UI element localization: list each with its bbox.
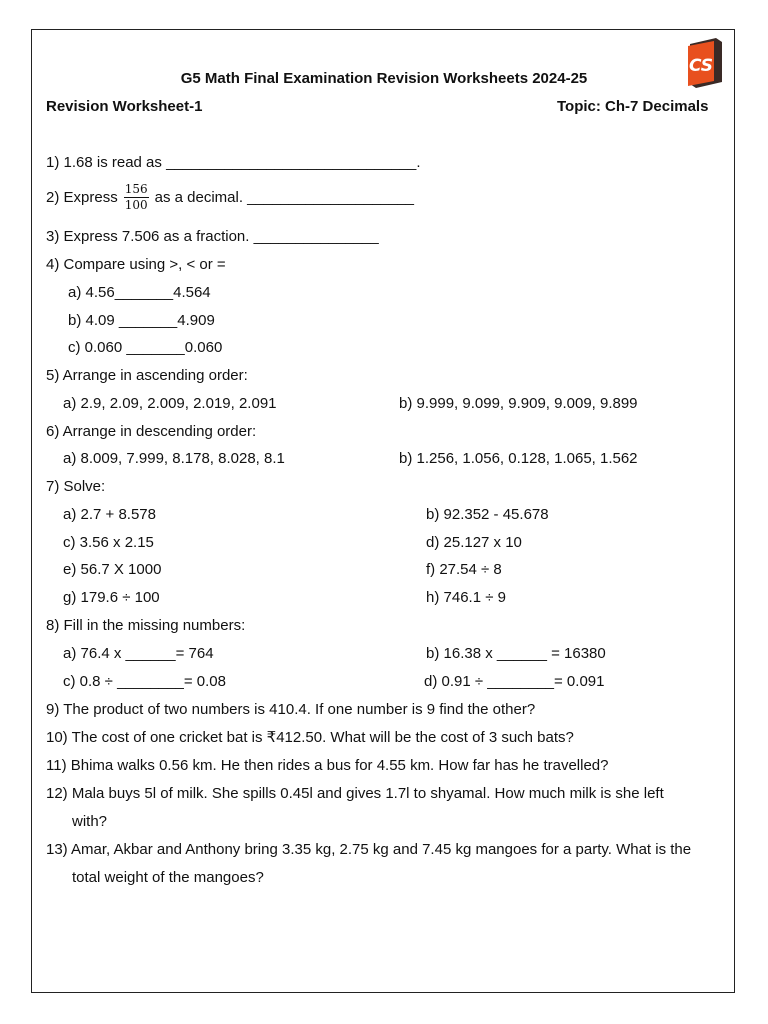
question-1: 1) 1.68 is read as ______________________________. [46,154,421,171]
question-12-line-2: with? [72,813,108,830]
question-4a: a) 4.56_______4.564 [68,284,211,301]
question-2-prefix: 2) Express [46,189,118,206]
question-12-line-1: 12) Mala buys 5l of milk. She spills 0.45l and gives 1.7l to shyamal. How much milk is she left [46,785,664,802]
question-11: 11) Bhima walks 0.56 km. He then rides a bus for 4.55 km. How far has he travelled? [46,757,609,774]
question-8b: b) 16.38 x ______ = 16380 [426,645,606,662]
question-7d: d) 25.127 x 10 [426,534,522,551]
question-7a: a) 2.7 + 8.578 [63,506,156,523]
question-3: 3) Express 7.506 as a fraction. _______________ [46,228,379,245]
question-5: 5) Arrange in ascending order: [46,367,248,384]
question-7f: f) 27.54 ÷ 8 [426,561,502,578]
question-9: 9) The product of two numbers is 410.4. If one number is 9 find the other? [46,701,536,718]
question-10: 10) The cost of one cricket bat is ₹412.50. What will be the cost of 3 such bats? [46,729,574,746]
question-8d: d) 0.91 ÷ ________= 0.091 [424,673,605,690]
question-7c: c) 3.56 x 2.15 [63,534,154,551]
question-7g: g) 179.6 ÷ 100 [63,589,160,606]
worksheet-topic: Topic: Ch-7 Decimals [557,98,709,115]
fraction-156-100 [124,183,149,212]
question-13-line-1: 13) Amar, Akbar and Anthony bring 3.35 kg, 2.75 kg and 7.45 kg mangoes for a party. What is the [46,841,692,858]
question-8a: a) 76.4 x ______= 764 [63,645,214,662]
question-4c: c) 0.060 _______0.060 [68,339,223,356]
question-6a: a) 8.009, 7.999, 8.178, 8.028, 8.1 [63,450,285,467]
question-4: 4) Compare using >, < or = [46,256,226,273]
question-5b: b) 9.999, 9.099, 9.909, 9.009, 9.899 [399,395,638,412]
question-4b: b) 4.09 _______4.909 [68,312,215,329]
fraction-numerator: 156 [124,181,148,196]
fraction-denominator: 100 [124,197,148,212]
question-2-suffix: as a decimal. ____________________ [154,189,414,206]
worksheet-title: G5 Math Final Examination Revision Worksheets 2024-25 [180,70,588,87]
logo-text: CS [688,56,714,76]
question-5a: a) 2.9, 2.09, 2.009, 2.019, 2.091 [63,395,277,412]
question-8: 8) Fill in the missing numbers: [46,617,246,634]
question-6: 6) Arrange in descending order: [46,423,257,440]
question-7b: b) 92.352 - 45.678 [426,506,549,523]
question-6b: b) 1.256, 1.056, 0.128, 1.065, 1.562 [399,450,638,467]
question-2 [46,181,414,215]
question-7h: h) 746.1 ÷ 9 [426,589,506,606]
question-7: 7) Solve: [46,478,106,495]
question-13-line-2: total weight of the mangoes? [72,869,264,886]
worksheet-number: Revision Worksheet-1 [46,98,203,115]
question-7e: e) 56.7 X 1000 [63,561,162,578]
question-8c: c) 0.8 ÷ ________= 0.08 [63,673,226,690]
